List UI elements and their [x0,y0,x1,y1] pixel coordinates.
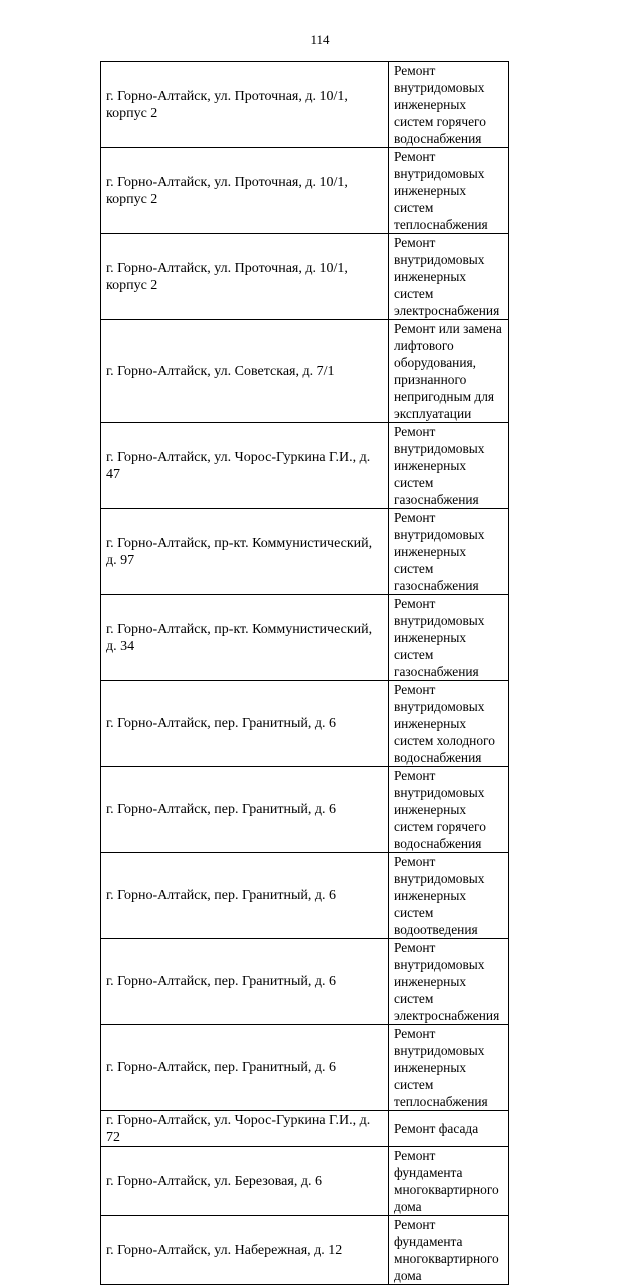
work-type-cell: Ремонт фасада [389,1111,509,1147]
address-cell: г. Горно-Алтайск, пер. Гранитный, д. 6 [101,939,389,1025]
table-row [101,595,509,681]
table-row [101,320,509,423]
table-row [101,681,509,767]
address-cell: г. Горно-Алтайск, пер. Гранитный, д. 6 [101,767,389,853]
table-row [101,767,509,853]
address-cell: г. Горно-Алтайск, пр-кт. Коммунистический, д. 34 [101,595,389,681]
address-cell: г. Горно-Алтайск, ул. Проточная, д. 10/1, корпус 2 [101,62,389,148]
work-type-cell: Ремонт внутридомовых инженерных систем теплоснабжения [389,1025,509,1111]
address-cell: г. Горно-Алтайск, ул. Чорос-Гуркина Г.И., д. 47 [101,423,389,509]
work-type-cell: Ремонт внутридомовых инженерных систем газоснабжения [389,595,509,681]
table-row [101,234,509,320]
table-row [101,853,509,939]
page-number: 114 [310,32,330,47]
table-row [101,1111,509,1147]
address-cell: г. Горно-Алтайск, пер. Гранитный, д. 6 [101,681,389,767]
table-row [101,939,509,1025]
table-row [101,1025,509,1111]
table-row [101,423,509,509]
work-type-cell: Ремонт внутридомовых инженерных систем теплоснабжения [389,148,509,234]
table-row [101,1147,509,1216]
address-cell: г. Горно-Алтайск, пр-кт. Коммунистический, д. 97 [101,509,389,595]
work-type-cell: Ремонт или замена лифтового оборудования, признанного непригодным для эксплуатации [389,320,509,423]
address-cell: г. Горно-Алтайск, ул. Набережная, д. 12 [101,1216,389,1285]
table-row [101,509,509,595]
work-type-cell: Ремонт внутридомовых инженерных систем газоснабжения [389,509,509,595]
work-type-cell: Ремонт фундамента многоквартирного дома [389,1147,509,1216]
address-cell: г. Горно-Алтайск, пер. Гранитный, д. 6 [101,1025,389,1111]
address-cell: г. Горно-Алтайск, ул. Советская, д. 7/1 [101,320,389,423]
work-type-cell: Ремонт внутридомовых инженерных систем газоснабжения [389,423,509,509]
address-cell: г. Горно-Алтайск, ул. Березовая, д. 6 [101,1147,389,1216]
address-cell: г. Горно-Алтайск, пер. Гранитный, д. 6 [101,853,389,939]
work-type-cell: Ремонт фундамента многоквартирного дома [389,1216,509,1285]
work-type-cell: Ремонт внутридомовых инженерных систем горячего водоснабжения [389,767,509,853]
table-row [101,62,509,148]
work-type-cell: Ремонт внутридомовых инженерных систем электроснабжения [389,234,509,320]
work-type-cell: Ремонт внутридомовых инженерных систем электроснабжения [389,939,509,1025]
work-type-cell: Ремонт внутридомовых инженерных систем водоотведения [389,853,509,939]
table-row [101,1216,509,1285]
repair-works-table [100,61,509,1285]
address-cell: г. Горно-Алтайск, ул. Проточная, д. 10/1, корпус 2 [101,234,389,320]
table-row [101,148,509,234]
address-cell: г. Горно-Алтайск, ул. Проточная, д. 10/1, корпус 2 [101,148,389,234]
address-cell: г. Горно-Алтайск, ул. Чорос-Гуркина Г.И., д. 72 [101,1111,389,1147]
work-type-cell: Ремонт внутридомовых инженерных систем горячего водоснабжения [389,62,509,148]
work-type-cell: Ремонт внутридомовых инженерных систем холодного водоснабжения [389,681,509,767]
